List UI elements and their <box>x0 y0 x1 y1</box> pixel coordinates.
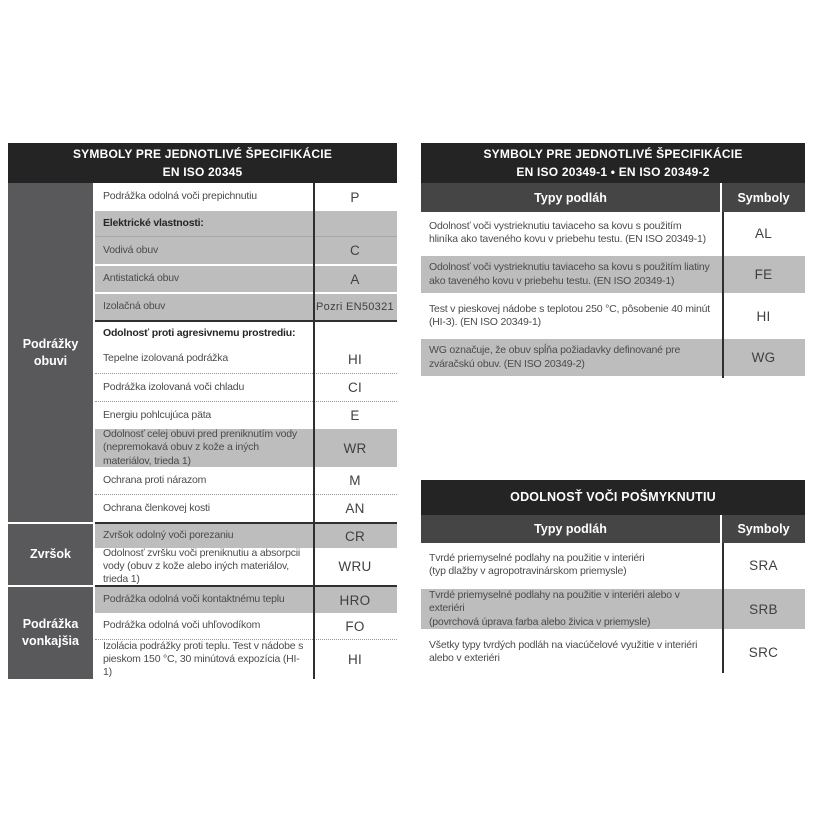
column-header-typy-podlah: Typy podláh <box>421 515 722 543</box>
table-odolnost-voci-posmyknutiu <box>421 480 805 673</box>
row-description: Test v pieskovej nádobe s teplotou 250 °C, pôsobenie 40 minút (HI-3). (EN ISO 20349-1) <box>429 302 710 328</box>
row-symbol: HRO <box>339 592 371 608</box>
row-description: Odolnosť zvršku voči preniknutiu a absorpcii vody (obuv z kože alebo iných materiálov, trieda 1) <box>103 546 301 586</box>
table-row <box>421 631 805 673</box>
row-description: Odolnosť celej obuvi pred preniknutím vody (nepremokavá obuv z kože a iných materiálov, trieda 1) <box>103 428 297 467</box>
column-header-symboly: Symboly <box>737 522 790 536</box>
table-title-line1: SYMBOLY PRE JEDNOTLIVÉ ŠPECIFIKÁCIE <box>483 147 743 161</box>
row-symbol: E <box>350 408 360 423</box>
row-symbol: WR <box>343 440 367 456</box>
section-podrazky-obuvi <box>8 183 397 522</box>
table-title <box>421 480 805 515</box>
table-title-line1: SYMBOLY PRE JEDNOTLIVÉ ŠPECIFIKÁCIE <box>72 147 333 161</box>
row-symbol: C <box>349 243 361 258</box>
section-podrazka-vonkajsia <box>8 585 397 679</box>
row-description: Vodivá obuv <box>103 243 159 256</box>
table-row <box>95 292 397 320</box>
table-row <box>95 429 397 467</box>
table-row <box>421 543 805 587</box>
table-title <box>421 143 805 183</box>
row-symbol: SRC <box>748 644 779 660</box>
table-row <box>95 639 397 679</box>
table-en-iso-20349 <box>421 143 805 378</box>
table-row <box>95 373 397 401</box>
row-symbol: M <box>349 473 361 488</box>
row-description <box>421 589 722 629</box>
row-symbol: P <box>350 189 360 205</box>
section-rows <box>95 183 397 522</box>
row-description: Všetky typy tvrdých podláh na viacúčelové využitie v interiéri alebo v exteriéri <box>429 638 698 664</box>
row-symbol: A <box>350 271 360 287</box>
table-row <box>95 613 397 639</box>
row-description: Podrážka izolovaná voči chladu <box>103 380 245 393</box>
row-symbol: WG <box>751 350 776 365</box>
row-description: Tepelne izolovaná podrážka <box>103 352 228 365</box>
table-row <box>95 494 397 522</box>
row-description: Zvršok odolný voči porezaniu <box>103 529 234 542</box>
row-symbol: WRU <box>338 559 372 574</box>
table-row <box>421 254 805 295</box>
column-header-typy-podlah: Typy podláh <box>421 183 722 212</box>
table-row <box>95 211 397 236</box>
table-row <box>421 212 805 254</box>
row-description: Odolnosť voči vystrieknutiu taviaceho sa kovu s použitím hliníka ako taveného kovu v priebehu testu. (EN ISO 20349-1) <box>429 219 706 245</box>
table-title-line2: EN ISO 20349-1 • EN ISO 20349-2 <box>516 165 710 179</box>
row-description: Ochrana členkovej kosti <box>103 501 210 514</box>
row-symbol: CR <box>344 528 366 544</box>
group-cell: Podrážky obuvi <box>8 183 95 522</box>
row-description: Izolácia podrážky proti teplu. Test v nádobe s pieskom 150 °C, 30 minútová expozícia (HI-1) <box>103 639 304 679</box>
row-description: Podrážka odolná voči uhľovodíkom <box>103 619 261 632</box>
row-description: Odolnosť voči vystrieknutiu taviaceho sa kovu s použitím liatiny ako taveného kovu v priebehu testu. (EN ISO 20349-1) <box>429 261 710 287</box>
table-en-iso-20345 <box>8 143 397 679</box>
column-header-row <box>421 515 805 543</box>
row-symbol: HI <box>347 652 363 667</box>
row-description: WG označuje, že obuv spĺňa požiadavky definované pre zváračskú obuv. (EN ISO 20349-2) <box>429 344 681 370</box>
row-description-line2: (typ dlažby v agropotravinárskom priemysle) <box>429 565 627 577</box>
section-rows <box>95 522 397 585</box>
table-title-line2: EN ISO 20345 <box>162 165 243 179</box>
table-body <box>8 183 397 679</box>
row-symbol: AN <box>345 501 365 516</box>
table-row <box>95 183 397 211</box>
section-rows <box>95 585 397 679</box>
table-row <box>95 345 397 373</box>
row-description: Odolnosť proti agresivnemu prostrediu: <box>103 326 296 339</box>
row-symbol: HI <box>756 308 771 324</box>
table-row <box>95 264 397 292</box>
row-symbol: SRB <box>749 601 778 617</box>
row-symbol <box>313 211 397 236</box>
row-description-line2: (povrchová úprava farba alebo živica v priemysle) <box>429 615 651 628</box>
row-symbol: Pozri EN50321 <box>316 301 394 313</box>
table-row <box>95 236 397 264</box>
row-description-line1: Tvrdé priemyselné podlahy na použitie v interiéri alebo v exteriéri <box>429 589 680 615</box>
table-title <box>8 143 397 183</box>
table-title-line1: ODOLNOSŤ VOČI POŠMYKNUTIU <box>510 490 716 505</box>
row-description <box>421 543 722 587</box>
table-row <box>421 295 805 337</box>
group-cell: Zvršok <box>8 522 95 585</box>
table-row <box>95 524 397 548</box>
row-symbol: SRA <box>749 557 778 573</box>
table-row <box>95 467 397 494</box>
row-description: Elektrické vlastnosti: <box>103 216 204 229</box>
row-description: Energiu pohlcujúca päta <box>103 408 212 421</box>
table-row <box>95 548 397 585</box>
table-body <box>421 212 805 378</box>
row-description: Ochrana proti nárazom <box>103 473 207 486</box>
group-cell: Podrážka vonkajšia <box>8 585 95 679</box>
column-header-row <box>421 183 805 212</box>
row-description: Antistatická obuv <box>103 272 179 285</box>
table-row <box>421 587 805 631</box>
row-symbol <box>313 322 397 345</box>
table-body <box>421 543 805 673</box>
column-header-symboly: Symboly <box>737 190 790 205</box>
row-symbol: HI <box>347 351 363 367</box>
row-description: Podrážka odolná voči prepichnutiu <box>103 190 257 203</box>
section-zvrsok <box>8 522 397 585</box>
row-symbol: AL <box>754 225 773 241</box>
table-row <box>95 587 397 613</box>
row-description-line1: Tvrdé priemyselné podlahy na použitie v interiéri <box>429 551 645 564</box>
table-row <box>95 320 397 345</box>
row-symbol: FE <box>754 267 773 282</box>
row-description: Izolačná obuv <box>103 300 166 313</box>
table-row <box>95 401 397 429</box>
row-symbol: CI <box>347 380 363 395</box>
row-description: Podrážka odolná voči kontaktnému teplu <box>103 593 285 606</box>
table-row <box>421 337 805 378</box>
row-symbol: FO <box>345 618 365 634</box>
